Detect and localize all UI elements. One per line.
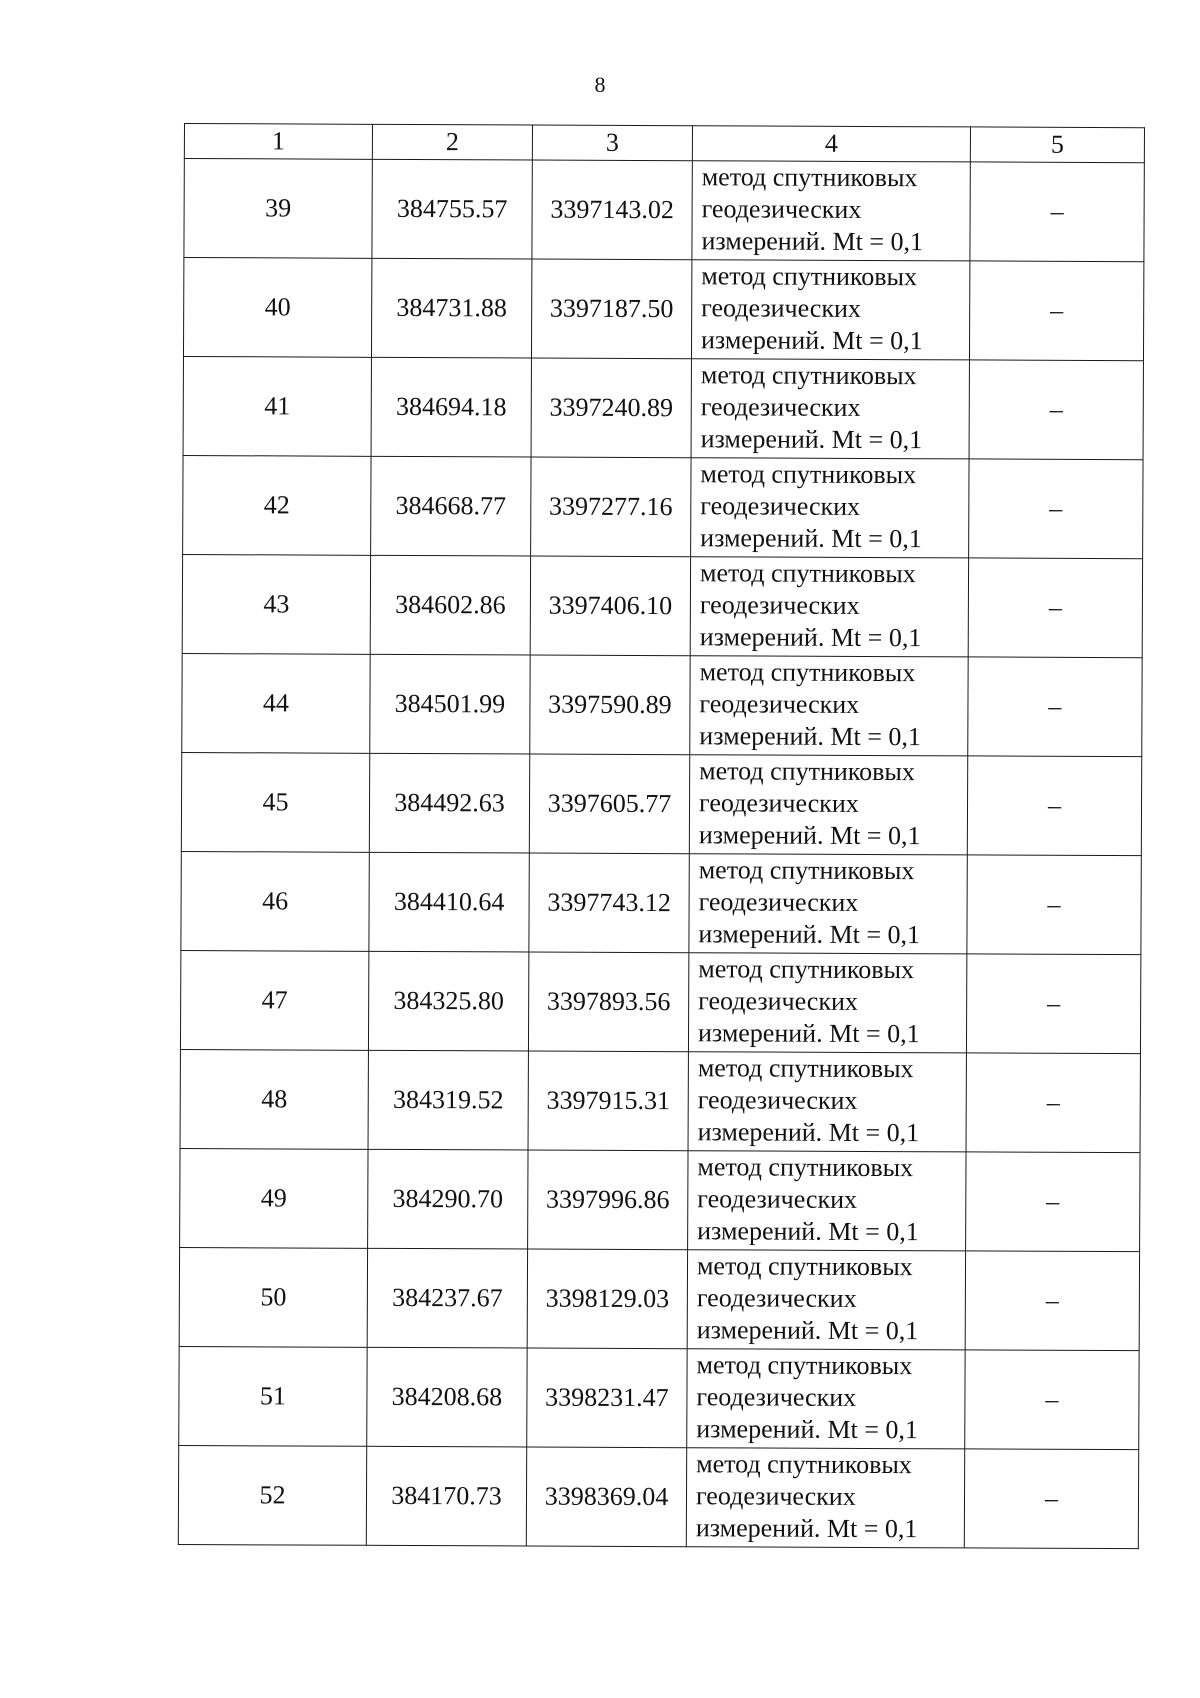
table-row — [182, 653, 1142, 756]
table-body — [178, 159, 1144, 1549]
method-line: метод спутниковых — [699, 756, 915, 787]
method-line: метод спутниковых — [697, 1053, 914, 1084]
coordinate-y: 3397893.56 — [528, 952, 688, 1052]
note: – — [965, 1251, 1139, 1351]
note: – — [964, 1449, 1138, 1549]
point-number: 51 — [179, 1346, 367, 1446]
note: – — [966, 1152, 1140, 1252]
point-number: 48 — [180, 1049, 368, 1149]
method-line: метод спутниковых — [699, 558, 916, 589]
method-line: измерений. Mt = 0,1 — [697, 1018, 920, 1049]
coordinate-y: 3397915.31 — [528, 1051, 688, 1151]
table-row — [181, 851, 1141, 954]
note: – — [969, 459, 1143, 559]
method-line: геодезических — [701, 194, 862, 224]
note: – — [968, 558, 1142, 658]
method-line: геодезических — [699, 590, 860, 620]
note: – — [965, 1350, 1139, 1450]
column-header-4: 4 — [692, 126, 970, 162]
point-number: 52 — [178, 1445, 366, 1545]
method-line: измерений. Mt = 0,1 — [699, 721, 922, 752]
coordinate-x: 384237.67 — [367, 1248, 527, 1348]
measurement-method — [690, 656, 968, 756]
note: – — [967, 855, 1141, 955]
method-line: метод спутниковых — [699, 657, 916, 688]
method-line: метод спутниковых — [696, 1350, 913, 1381]
method-line: геодезических — [699, 689, 860, 719]
table-row — [183, 258, 1143, 361]
point-number: 44 — [182, 653, 370, 753]
measurement-method — [691, 260, 969, 360]
coordinate-x: 384731.88 — [371, 258, 531, 358]
method-line: метод спутниковых — [698, 954, 915, 985]
note: – — [967, 756, 1141, 856]
method-line: геодезических — [701, 293, 861, 323]
coordinate-y: 3398231.47 — [527, 1348, 687, 1448]
method-line: геодезических — [698, 788, 859, 818]
point-number: 50 — [179, 1247, 367, 1347]
note: – — [969, 360, 1143, 460]
coordinate-x: 384501.99 — [370, 654, 530, 754]
method-line: измерений. Mt = 0,1 — [700, 325, 923, 356]
method-line: геодезических — [695, 1481, 856, 1511]
coordinate-y: 3397187.50 — [531, 259, 691, 359]
point-number: 47 — [180, 950, 368, 1050]
coordinate-y: 3397743.12 — [529, 853, 689, 953]
coordinate-x: 384290.70 — [368, 1149, 528, 1249]
coordinate-x: 384602.86 — [370, 555, 530, 655]
method-line: измерений. Mt = 0,1 — [698, 820, 921, 851]
table-row — [178, 1445, 1138, 1548]
coordinate-y: 3398369.04 — [526, 1447, 686, 1547]
coordinate-x: 384755.57 — [372, 159, 532, 259]
measurement-method — [690, 557, 968, 657]
coordinate-y: 3398129.03 — [527, 1249, 687, 1349]
method-line: измерений. Mt = 0,1 — [695, 1513, 918, 1544]
method-line: геодезических — [696, 1382, 857, 1412]
coordinate-y: 3397240.89 — [531, 358, 691, 458]
method-line: геодезических — [698, 986, 858, 1016]
column-header-3: 3 — [532, 125, 692, 161]
point-number: 39 — [184, 159, 372, 259]
coordinate-x: 384325.80 — [368, 951, 528, 1051]
table-header-row — [184, 124, 1144, 163]
measurement-method — [689, 755, 967, 855]
method-line: метод спутниковых — [700, 459, 917, 490]
method-line: метод спутниковых — [697, 1152, 914, 1183]
table-row — [180, 1148, 1140, 1251]
coordinate-x: 384694.18 — [371, 357, 531, 457]
method-line: измерений. Mt = 0,1 — [696, 1315, 919, 1346]
note: – — [966, 954, 1140, 1054]
method-line: геодезических — [698, 887, 859, 917]
method-line: метод спутниковых — [696, 1251, 913, 1282]
measurement-method — [688, 953, 966, 1053]
measurement-method — [692, 161, 970, 261]
method-line: измерений. Mt = 0,1 — [696, 1414, 918, 1445]
table-row — [180, 1049, 1140, 1152]
method-line: метод спутниковых — [701, 162, 918, 193]
coordinate-x: 384170.73 — [366, 1446, 526, 1546]
coordinate-y: 3397143.02 — [532, 160, 692, 260]
table-row — [179, 1346, 1139, 1449]
measurement-method — [689, 854, 967, 954]
method-line: геодезических — [700, 392, 861, 422]
coordinate-x: 384319.52 — [368, 1050, 528, 1150]
coordinate-y: 3397406.10 — [530, 556, 690, 656]
coordinate-x: 384410.64 — [369, 852, 529, 952]
method-line: измерений. Mt = 0,1 — [700, 424, 923, 455]
method-line: измерений. Mt = 0,1 — [697, 1117, 920, 1148]
measurement-method — [691, 359, 969, 459]
coordinate-x: 384668.77 — [371, 456, 531, 556]
measurement-method — [691, 458, 969, 558]
coordinate-y: 3397605.77 — [529, 754, 689, 854]
method-line: геодезических — [700, 491, 861, 521]
coordinate-x: 384492.63 — [369, 753, 529, 853]
page-number: 8 — [594, 72, 606, 97]
coordinate-x: 384208.68 — [367, 1347, 527, 1447]
point-number: 45 — [181, 752, 369, 852]
method-line: измерений. Mt = 0,1 — [698, 919, 921, 950]
method-line: геодезических — [696, 1283, 857, 1313]
note: – — [970, 162, 1144, 262]
column-header-1: 1 — [184, 124, 372, 160]
note: – — [969, 261, 1143, 361]
note: – — [968, 657, 1142, 757]
method-line: измерений. Mt = 0,1 — [700, 523, 922, 554]
table-row — [181, 752, 1141, 855]
note: – — [966, 1053, 1140, 1153]
point-number: 46 — [181, 851, 369, 951]
method-line: метод спутниковых — [701, 261, 918, 292]
point-number: 49 — [180, 1148, 368, 1248]
point-number: 41 — [183, 356, 371, 456]
method-line: метод спутниковых — [700, 360, 917, 391]
coordinate-y: 3397996.86 — [528, 1150, 688, 1250]
measurement-method — [687, 1250, 965, 1350]
method-line: измерений. Mt = 0,1 — [699, 622, 922, 653]
method-line: метод спутниковых — [696, 1449, 912, 1480]
table-row — [182, 554, 1142, 657]
measurement-method — [686, 1448, 964, 1548]
point-number: 43 — [182, 554, 370, 654]
table-row — [179, 1247, 1139, 1350]
method-line: измерений. Mt = 0,1 — [697, 1216, 919, 1247]
measurement-method — [688, 1052, 966, 1152]
table-row — [180, 950, 1140, 1053]
point-number: 40 — [183, 258, 371, 358]
column-header-2: 2 — [372, 124, 532, 160]
coordinate-y: 3397277.16 — [531, 457, 691, 557]
measurement-method — [687, 1349, 965, 1449]
table-row — [183, 455, 1143, 558]
method-line: геодезических — [697, 1085, 858, 1115]
method-line: геодезических — [697, 1184, 858, 1214]
coordinate-y: 3397590.89 — [530, 655, 690, 755]
point-number: 42 — [183, 455, 371, 555]
method-line: измерений. Mt = 0,1 — [701, 226, 924, 257]
table-row — [183, 356, 1143, 459]
column-header-5: 5 — [970, 127, 1144, 163]
method-line: метод спутниковых — [698, 855, 915, 886]
coordinates-table — [178, 123, 1145, 1549]
measurement-method — [688, 1151, 966, 1251]
table-row — [184, 159, 1144, 262]
